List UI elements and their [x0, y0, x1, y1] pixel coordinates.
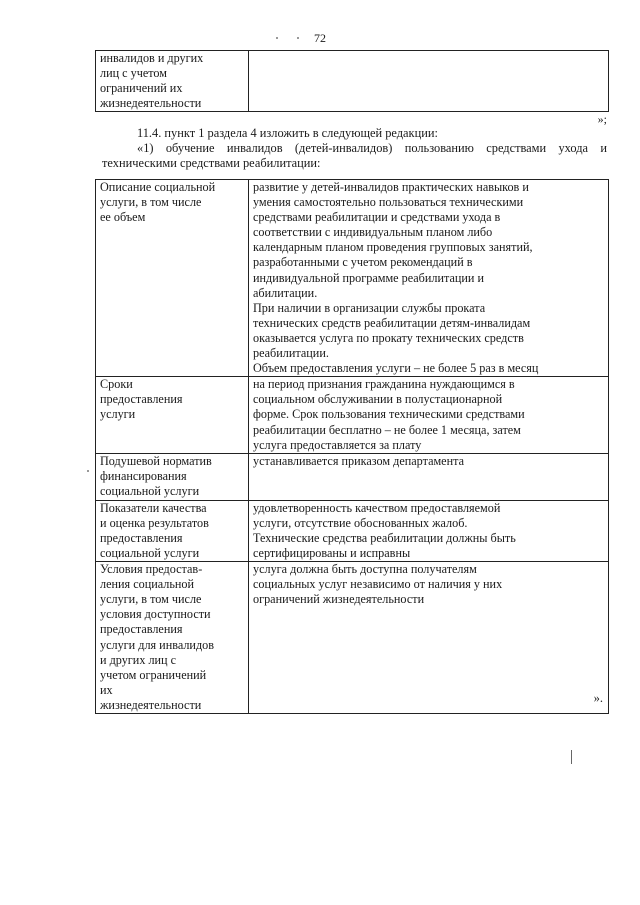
- row-label-cell: [96, 51, 249, 112]
- value-line: Объем предоставления услуги – не более 5 раз в месяц: [253, 361, 539, 376]
- value-line: социальном обслуживании в полустационарной: [253, 392, 503, 407]
- value-line: соответствии с индивидуальным планом либо: [253, 225, 493, 240]
- value-line: устанавливается приказом департамента: [253, 453, 465, 468]
- label-line: Сроки: [100, 377, 133, 392]
- label-line: ления социальной: [100, 577, 195, 592]
- row-label-cell: [96, 562, 249, 714]
- row-value-cell: [249, 51, 609, 112]
- value-line: умения самостоятельно пользоваться техническими: [253, 195, 524, 210]
- table-row: [96, 453, 609, 500]
- page-number: 72: [314, 31, 326, 45]
- value-line: ограничений жизнедеятельности: [253, 592, 425, 607]
- scan-margin-mark: [571, 750, 572, 764]
- table-row: [96, 500, 609, 561]
- value-line: реабилитации.: [253, 346, 329, 361]
- row-value-cell: [249, 562, 609, 714]
- label-line: условия доступности: [100, 607, 211, 622]
- label-line: жизнедеятельности: [100, 697, 202, 712]
- label-line: услуги, в том числе: [100, 195, 202, 210]
- closing-quote: ».: [593, 691, 603, 705]
- value-line: сертифицированы и исправны: [253, 545, 411, 560]
- table-row: [96, 562, 609, 714]
- value-line: удовлетворенность качеством предоставляемой: [253, 500, 501, 515]
- value-line: календарным планом проведения групповых занятий,: [253, 240, 533, 255]
- label-line: их: [100, 682, 113, 697]
- label-line: инвалидов и других: [100, 51, 204, 65]
- label-line: услуги для инвалидов: [100, 637, 214, 652]
- row-label-cell: [96, 180, 249, 377]
- table-row: [96, 377, 609, 453]
- value-line: оказывается услуга по прокату технических средств: [253, 330, 524, 345]
- label-line: социальной услуги: [100, 545, 200, 560]
- label-line: финансирования: [100, 468, 187, 483]
- previous-table-fragment: [95, 50, 609, 112]
- label-line: лиц с учетом: [100, 66, 168, 81]
- scan-speck: [276, 37, 278, 39]
- scan-speck: [297, 37, 299, 39]
- label-line: жизнедеятельности: [100, 96, 202, 111]
- value-line: При наличии в организации службы проката: [253, 300, 486, 315]
- value-line: реабилитации бесплатно – не более 1 месяца, затем: [253, 422, 521, 437]
- row-value-cell: [249, 453, 609, 500]
- closing-quote: »;: [597, 112, 607, 126]
- table-row: [96, 51, 609, 112]
- scan-speck: [87, 470, 89, 472]
- value-line: услуги, отсутствие обоснованных жалоб.: [253, 515, 468, 530]
- label-line: учетом ограничений: [100, 667, 207, 682]
- label-line: предоставления: [100, 530, 183, 545]
- value-line: технических средств реабилитации детям-инвалидам: [253, 315, 531, 330]
- row-label-cell: [96, 377, 249, 453]
- label-line: Описание социальной: [100, 180, 216, 194]
- label-line: Подушевой норматив: [100, 453, 212, 468]
- label-line: предоставления: [100, 622, 183, 637]
- table-row: [96, 180, 609, 377]
- service-title-paragraph: «1) обучение инвалидов (детей-инвалидов) пользованию средствами ухода и техническими средствами реабилитации:: [102, 141, 607, 170]
- value-line: на период признания гражданина нуждающимся в: [253, 377, 515, 392]
- label-line: социальной услуги: [100, 483, 200, 498]
- value-line: абилитации.: [253, 285, 318, 300]
- label-line: Показатели качества: [100, 500, 207, 515]
- value-line: разработанными с учетом рекомендаций в: [253, 255, 473, 270]
- value-line: Технические средства реабилитации должны быть: [253, 530, 516, 545]
- value-line: форме. Срок пользования техническими средствами: [253, 407, 525, 422]
- row-label-cell: [96, 453, 249, 500]
- label-line: предоставления: [100, 392, 183, 407]
- row-value-cell: [249, 500, 609, 561]
- row-label-cell: [96, 500, 249, 561]
- amendment-paragraph: 11.4. пункт 1 раздела 4 изложить в следующей редакции:: [137, 126, 438, 140]
- value-line: социальных услуг независимо от наличия у них: [253, 577, 503, 592]
- row-value-cell: [249, 180, 609, 377]
- label-line: услуги: [100, 407, 136, 422]
- label-line: услуги, в том числе: [100, 592, 202, 607]
- label-line: Условия предостав-: [100, 562, 203, 577]
- row-value-cell: [249, 377, 609, 453]
- value-line: средствами реабилитации и средствами ухода в: [253, 210, 501, 225]
- label-line: ограничений их: [100, 81, 183, 96]
- label-line: ее объем: [100, 210, 146, 225]
- value-line: услуга предоставляется за плату: [253, 437, 422, 452]
- label-line: и других лиц с: [100, 652, 177, 667]
- service-table: [95, 179, 609, 714]
- value-line: индивидуальной программе реабилитации и: [253, 270, 485, 285]
- value-line: услуга должна быть доступна получателям: [253, 562, 477, 577]
- label-line: и оценка результатов: [100, 515, 209, 530]
- value-line: развитие у детей-инвалидов практических навыков и: [253, 180, 529, 194]
